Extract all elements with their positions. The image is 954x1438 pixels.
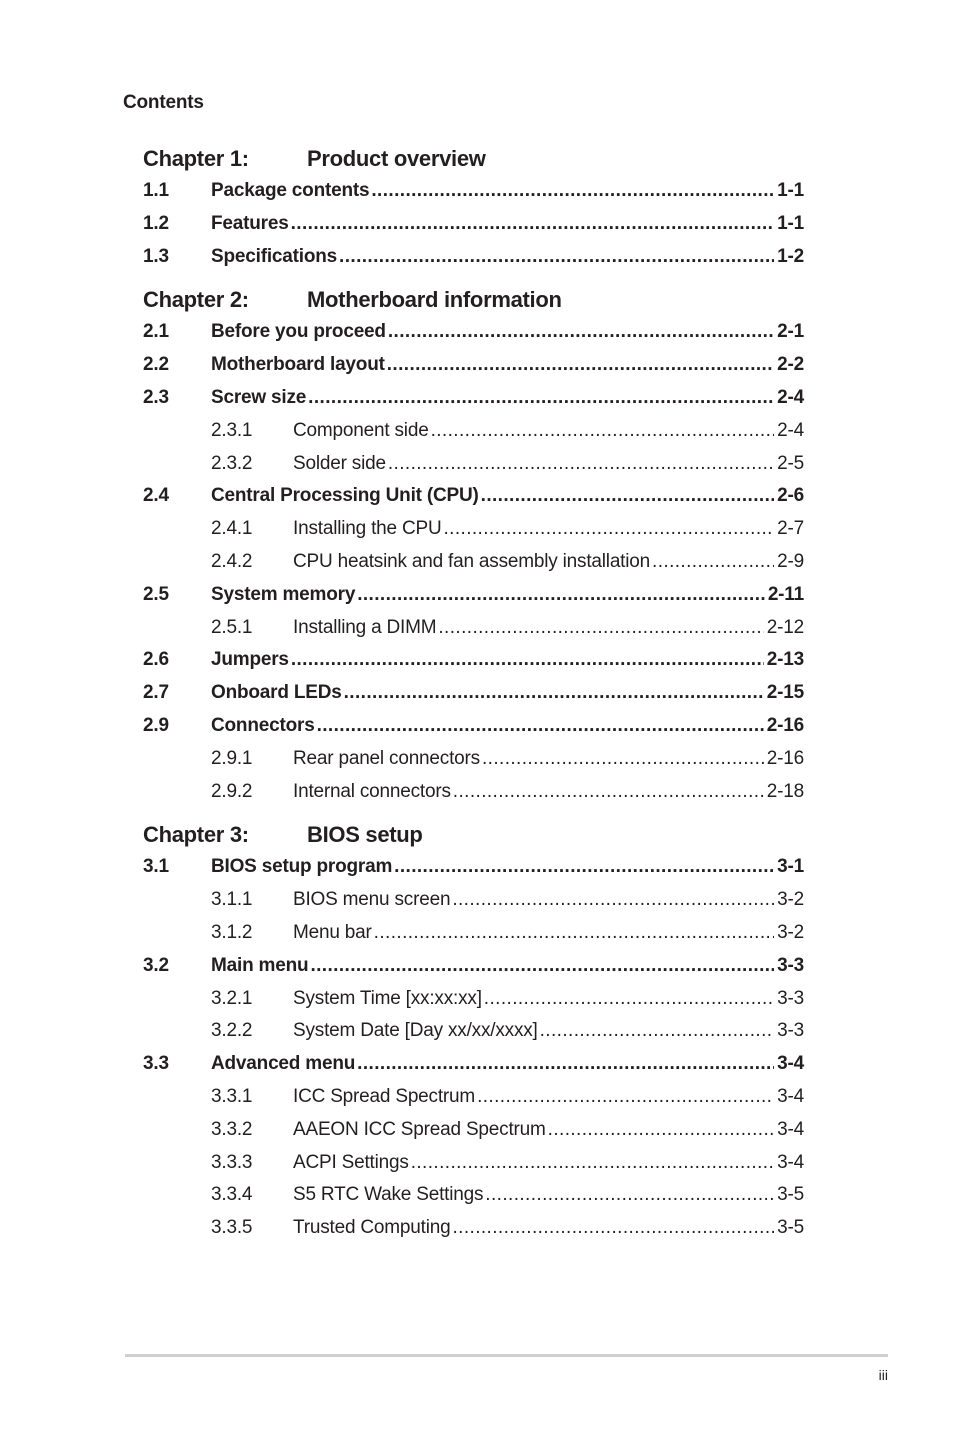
entry-title: Installing the CPU [293, 518, 442, 540]
dot-leader [317, 710, 764, 743]
entry-page: 3-3 [777, 1020, 804, 1042]
dot-leader [431, 415, 775, 448]
chapter-label: Chapter 3: [143, 821, 249, 847]
entry-title: Trusted Computing [293, 1217, 451, 1239]
entry-number: 3.2 [143, 954, 169, 976]
entry-page: 2-4 [777, 386, 804, 408]
entry-title: Connectors [211, 714, 315, 736]
dot-leader [387, 349, 774, 382]
dot-leader [291, 644, 764, 677]
entry-title: Specifications [211, 245, 338, 267]
entry-page: 3-4 [777, 1053, 804, 1075]
entry-number: 3.3.1 [211, 1085, 253, 1107]
entry-title: Before you proceed [211, 321, 386, 343]
toc-subsection-entry[interactable] [143, 513, 804, 546]
entry-page: 2-18 [766, 780, 804, 802]
entry-title: Screw size [211, 386, 307, 408]
entry-title: Features [211, 212, 289, 234]
entry-number: 2.4 [143, 485, 169, 507]
dot-leader [339, 241, 774, 274]
toc-section-entry[interactable] [143, 382, 804, 415]
toc-section-entry[interactable] [143, 316, 804, 349]
dot-leader [388, 316, 774, 349]
entry-page: 1-1 [777, 212, 804, 234]
entry-number: 2.1 [143, 321, 169, 343]
entry-title: Advanced menu [211, 1053, 356, 1075]
page-number: iii [878, 1367, 888, 1383]
toc-subsection-entry[interactable] [143, 415, 804, 448]
chapter-title: Product overview [307, 145, 486, 171]
toc-section-entry[interactable] [143, 349, 804, 382]
entry-number: 2.9.1 [211, 747, 253, 769]
dot-leader [388, 448, 774, 481]
entry-number: 2.7 [143, 682, 169, 704]
entry-page: 3-5 [777, 1217, 804, 1239]
toc-section-entry[interactable] [143, 480, 804, 513]
entry-number: 2.3 [143, 386, 169, 408]
toc-section-entry[interactable] [143, 710, 804, 743]
entry-title: Installing a DIMM [293, 616, 437, 638]
entry-page: 3-4 [777, 1118, 804, 1140]
toc-section-entry[interactable] [143, 851, 804, 884]
entry-title: Internal connectors [293, 780, 451, 802]
toc-section-entry[interactable] [143, 208, 804, 241]
chapter-title: Motherboard information [307, 286, 562, 312]
entry-number: 1.2 [143, 212, 169, 234]
dot-leader [310, 950, 774, 983]
toc-subsection-entry[interactable] [143, 1081, 804, 1114]
entry-number: 2.2 [143, 354, 169, 376]
entry-number: 3.3.2 [211, 1118, 253, 1140]
entry-page: 2-6 [777, 485, 804, 507]
dot-leader [548, 1114, 774, 1147]
toc-section-entry[interactable] [143, 241, 804, 274]
entry-number: 2.3.1 [211, 419, 253, 441]
chapter-section [143, 283, 804, 808]
chapter-heading [143, 283, 804, 316]
entry-page: 2-15 [766, 682, 804, 704]
entry-title: Motherboard layout [211, 354, 385, 376]
entry-page: 3-5 [777, 1184, 804, 1206]
entry-page: 2-1 [777, 321, 804, 343]
entry-number: 2.3.2 [211, 452, 253, 474]
entry-title: Jumpers [211, 649, 289, 671]
entry-title: Main menu [211, 954, 309, 976]
entry-page: 1-2 [777, 245, 804, 267]
dot-leader [482, 743, 764, 776]
dot-leader [344, 677, 764, 710]
dot-leader [357, 1048, 774, 1081]
dot-leader [452, 884, 774, 917]
toc-subsection-entry[interactable] [143, 884, 804, 917]
toc-subsection-entry[interactable] [143, 1114, 804, 1147]
chapter-heading [143, 142, 804, 175]
entry-number: 2.5.1 [211, 616, 253, 638]
dot-leader [652, 546, 774, 579]
entry-title: Onboard LEDs [211, 682, 342, 704]
entry-title: S5 RTC Wake Settings [293, 1184, 484, 1206]
entry-number: 3.2.1 [211, 987, 253, 1009]
dot-leader [411, 1147, 774, 1180]
chapter-label: Chapter 2: [143, 286, 249, 312]
entry-page: 2-16 [766, 714, 804, 736]
dot-leader [394, 851, 774, 884]
chapter-title: BIOS setup [307, 821, 423, 847]
table-of-contents [143, 142, 804, 1249]
toc-subsection-entry[interactable] [143, 776, 804, 809]
toc-subsection-entry[interactable] [143, 983, 804, 1016]
toc-section-entry[interactable] [143, 175, 804, 208]
dot-leader [357, 579, 765, 612]
entry-number: 3.3 [143, 1053, 169, 1075]
entry-title: BIOS menu screen [293, 889, 451, 911]
page-title: Contents [123, 92, 204, 113]
toc-section-entry[interactable] [143, 950, 804, 983]
toc-subsection-entry[interactable] [143, 743, 804, 776]
entry-title: System Date [Day xx/xx/xxxx] [293, 1020, 538, 1042]
entry-number: 3.1.1 [211, 889, 253, 911]
entry-number: 2.4.2 [211, 550, 253, 572]
toc-subsection-entry[interactable] [143, 1212, 804, 1245]
entry-title: Central Processing Unit (CPU) [211, 485, 479, 507]
toc-subsection-entry[interactable] [143, 917, 804, 950]
entry-number: 2.4.1 [211, 518, 253, 540]
dot-leader [453, 776, 764, 809]
entry-number: 3.1 [143, 856, 169, 878]
toc-subsection-entry[interactable] [143, 1015, 804, 1048]
dot-leader [477, 1081, 774, 1114]
toc-section-entry[interactable] [143, 579, 804, 612]
entry-page: 2-11 [767, 583, 804, 605]
entry-title: BIOS setup program [211, 856, 393, 878]
dot-leader [485, 1179, 774, 1212]
entry-number: 2.9 [143, 714, 169, 736]
entry-title: ICC Spread Spectrum [293, 1085, 476, 1107]
chapter-label: Chapter 1: [143, 145, 249, 171]
entry-page: 2-4 [777, 419, 804, 441]
toc-subsection-entry[interactable] [143, 546, 804, 579]
entry-number: 3.3.3 [211, 1151, 253, 1173]
toc-subsection-entry[interactable] [143, 1179, 804, 1212]
footer-divider [125, 1354, 888, 1357]
toc-subsection-entry[interactable] [143, 1147, 804, 1180]
entry-number: 2.5 [143, 583, 169, 605]
dot-leader [291, 208, 775, 241]
toc-subsection-entry[interactable] [143, 448, 804, 481]
entry-page: 3-2 [777, 921, 804, 943]
entry-page: 2-9 [777, 550, 804, 572]
dot-leader [484, 983, 774, 1016]
entry-number: 3.2.2 [211, 1020, 253, 1042]
entry-title: System memory [211, 583, 356, 605]
entry-page: 2-16 [766, 747, 804, 769]
entry-page: 1-1 [777, 180, 804, 201]
entry-number: 1.1 [143, 180, 169, 201]
chapter-section [143, 142, 804, 273]
entry-title: AAEON ICC Spread Spectrum [293, 1118, 546, 1140]
dot-leader [374, 917, 774, 950]
dot-leader [443, 513, 774, 546]
entry-page: 3-3 [777, 987, 804, 1009]
dot-leader [308, 382, 774, 415]
entry-page: 2-13 [766, 649, 804, 671]
entry-page: 3-2 [777, 889, 804, 911]
toc-section-entry[interactable] [143, 644, 804, 677]
toc-section-entry[interactable] [143, 1048, 804, 1081]
entry-page: 3-4 [777, 1151, 804, 1173]
toc-section-entry[interactable] [143, 677, 804, 710]
entry-number: 3.3.4 [211, 1184, 253, 1206]
entry-number: 2.9.2 [211, 780, 253, 802]
toc-subsection-entry[interactable] [143, 612, 804, 645]
entry-title: Solder side [293, 452, 386, 474]
entry-page: 3-4 [777, 1085, 804, 1107]
chapter-heading [143, 818, 804, 851]
entry-page: 2-5 [777, 452, 804, 474]
dot-leader [438, 612, 763, 645]
entry-number: 3.3.5 [211, 1217, 253, 1239]
entry-page: 2-2 [777, 354, 804, 376]
entry-title: Menu bar [293, 921, 372, 943]
entry-page: 2-7 [777, 518, 804, 540]
dot-leader [540, 1015, 775, 1048]
entry-title: CPU heatsink and fan assembly installation [293, 550, 651, 572]
entry-number: 1.3 [143, 245, 169, 267]
dot-leader [481, 480, 774, 513]
entry-title: Rear panel connectors [293, 747, 480, 769]
entry-page: 3-3 [777, 954, 804, 976]
entry-page: 2-12 [766, 616, 804, 638]
dot-leader [371, 175, 774, 208]
entry-title: System Time [xx:xx:xx] [293, 987, 482, 1009]
entry-title: ACPI Settings [293, 1151, 409, 1173]
entry-number: 2.6 [143, 649, 169, 671]
entry-title: Package contents [211, 180, 370, 201]
chapter-section [143, 818, 804, 1245]
entry-page: 3-1 [777, 856, 804, 878]
entry-number: 3.1.2 [211, 921, 253, 943]
entry-title: Component side [293, 419, 429, 441]
dot-leader [452, 1212, 774, 1245]
